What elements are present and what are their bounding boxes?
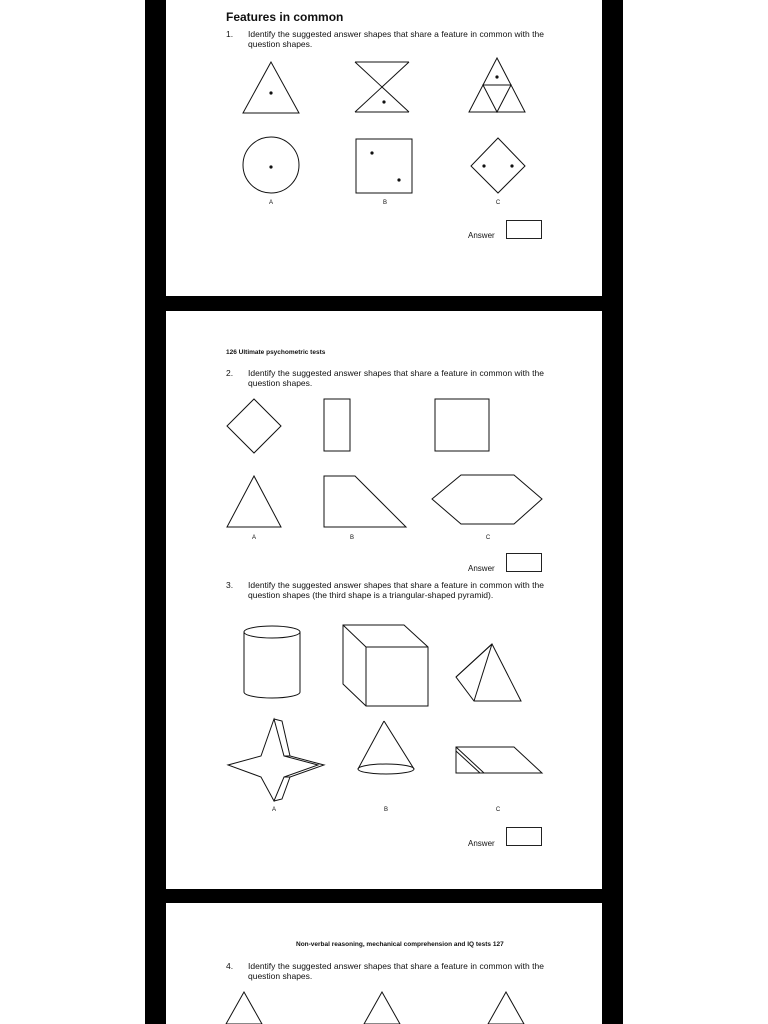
option-b-cone-shape [358,721,414,774]
option-c-parallelogram-prism-shape [456,747,542,773]
q3-cylinder-shape [244,626,300,698]
q1-triangle-dot-shape [243,62,299,113]
page-2 [166,311,602,889]
option-c-diamond-shape [471,138,525,193]
q2-square-shape [435,399,489,451]
answer-box-q1[interactable] [506,220,542,239]
q3-option-a-label: A [271,807,277,813]
q3-option-b-label: B [383,807,389,813]
answer-box-q2[interactable] [506,553,542,572]
q1-hourglass-dot-shape [355,62,409,112]
option-b-trapezoid-shape [324,476,406,527]
option-c-label: C [495,200,501,206]
q4-triangle-shape-1 [226,992,262,1024]
option-a-circle-shape [243,137,299,193]
q2-option-b-label: B [349,535,355,541]
question-3-text: Identify the suggested answer shapes that share a feature in common with the question shapes (the third shape is a triangular-shaped pyramid). [248,580,544,600]
q3-cube-shape [343,625,428,706]
question-3-number: 3. [226,580,234,590]
q3-triangular-pyramid-shape [456,644,521,701]
option-a-star-prism-shape [228,719,324,801]
option-b-square-shape [356,139,412,193]
q2-option-a-label: A [251,535,257,541]
answer-label: Answer [468,231,495,240]
option-c-hexagon-shape [432,475,542,524]
question-4-figures [166,903,602,1024]
q2-answer-label: Answer [468,564,495,573]
question-1-figures [166,0,602,296]
question-2-number: 2. [226,368,234,378]
q2-rectangle-shape [324,399,350,451]
page-3 [166,903,602,1024]
question-2-text: Identify the suggested answer shapes that share a feature in common with the question shapes. [248,368,544,388]
option-a-triangle-shape [227,476,281,527]
question-1-number: 1. [226,29,234,39]
q3-option-c-label: C [495,807,501,813]
q4-triangle-shape-2 [364,992,400,1024]
q2-diamond-shape [227,399,281,453]
page-1 [166,0,602,296]
q3-answer-label: Answer [468,839,495,848]
running-head-right: Non-verbal reasoning, mechanical comprehension and IQ tests 127 [296,941,504,948]
option-b-label: B [382,200,388,206]
section-title: Features in common [226,10,344,24]
answer-box-q3[interactable] [506,827,542,846]
q4-triangle-shape-3 [488,992,524,1024]
q1-subdivided-triangle-dot-shape [469,58,525,112]
option-a-label: A [268,200,274,206]
running-head: 126 Ultimate psychometric tests [226,349,326,356]
question-2-3-figures [166,311,602,889]
question-1-text: Identify the suggested answer shapes that share a feature in common with the question shapes. [248,29,544,49]
question-4-text: Identify the suggested answer shapes that share a feature in common with the question shapes. [248,961,544,981]
question-4-number: 4. [226,961,234,971]
q2-option-c-label: C [485,535,491,541]
